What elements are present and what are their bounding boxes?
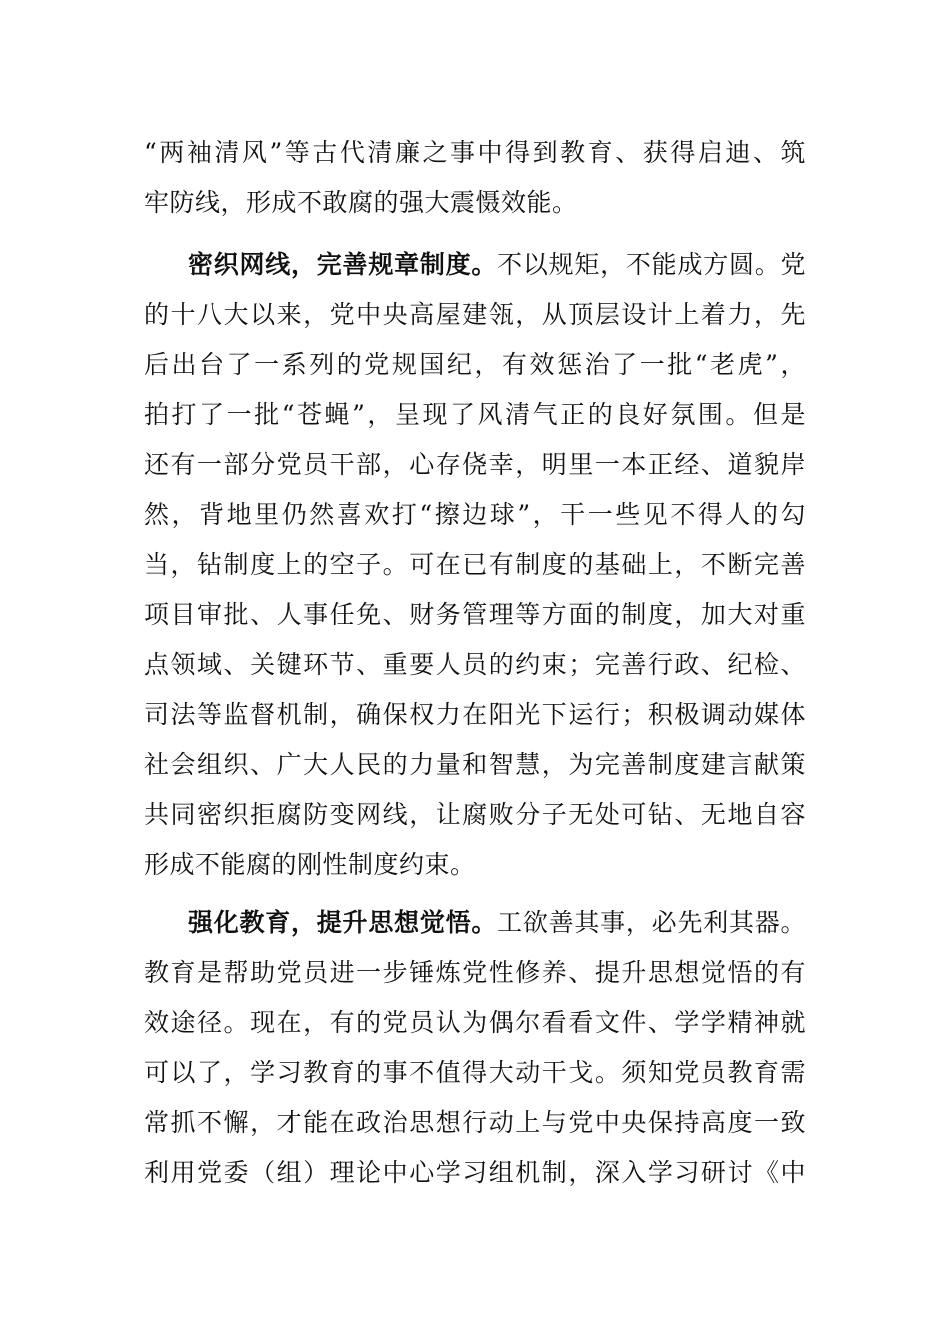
paragraph-1 [144,128,806,228]
paragraph-line: 项目审批、人事任免、财务管理等方面的制度，加大对重 [144,600,806,629]
paragraph-line: 司法等监督机制，确保权力在阳光下运行；积极调动媒体 [144,700,806,729]
paragraph-line: 后出台了一系列的党规国纪，有效惩治了一批“老虎”， [144,350,806,379]
paragraph-line-text: 不以规矩，不能成方圆。党 [497,250,806,279]
paragraph-line: 拍打了一批“苍蝇”，呈现了风清气正的良好氛围。但是 [144,400,806,429]
paragraph-line: 利用党委（组）理论中心学习组机制，深入学习研讨《中 [144,1158,806,1187]
paragraph-line: 共同密织拒腐防变网线，让腐败分子无处可钻、无地自容 [144,800,806,829]
paragraph-first-line [144,898,806,948]
paragraph-line: 牢防线，形成不敢腐的强大震慑效能。 [144,188,578,217]
paragraph-line-text: 工欲善其事，必先利其器。 [497,908,806,937]
paragraph-line: 社会组织、广大人民的力量和智慧，为完善制度建言献策 [144,750,806,779]
paragraph-line: 效途径。现在，有的党员认为偶尔看看文件、学学精神就 [144,1008,806,1037]
paragraph-line: 教育是帮助党员进一步锤炼党性修养、提升思想觉悟的有 [144,958,806,987]
paragraph-line: 形成不能腐的刚性制度约束。 [144,850,476,879]
paragraph-heading: 密织网线，完善规章制度。 [188,250,498,279]
paragraph-heading: 强化教育，提升思想觉悟。 [188,908,498,937]
paragraph-line: 还有一部分党员干部，心存侥幸，明里一本正经、道貌岸 [144,450,806,479]
paragraph-line: 的十八大以来，党中央高屋建瓴，从顶层设计上着力，先 [144,300,806,329]
paragraph-2 [144,240,806,890]
paragraph-line: 可以了，学习教育的事不值得大动干戈。须知党员教育需 [144,1058,806,1087]
paragraph-line: 点领域、关键环节、重要人员的约束；完善行政、纪检、 [144,650,806,679]
paragraph-line: “两袖清风”等古代清廉之事中得到教育、获得启迪、筑 [144,138,806,167]
paragraph-line: 当，钻制度上的空子。可在已有制度的基础上，不断完善 [144,550,806,579]
paragraph-line: 常抓不懈，才能在政治思想行动上与党中央保持高度一致 [144,1108,806,1137]
paragraph-3 [144,898,806,1198]
paragraph-line: 然，背地里仍然喜欢打“擦边球”，干一些见不得人的勾 [144,500,806,529]
paragraph-first-line [144,240,806,290]
